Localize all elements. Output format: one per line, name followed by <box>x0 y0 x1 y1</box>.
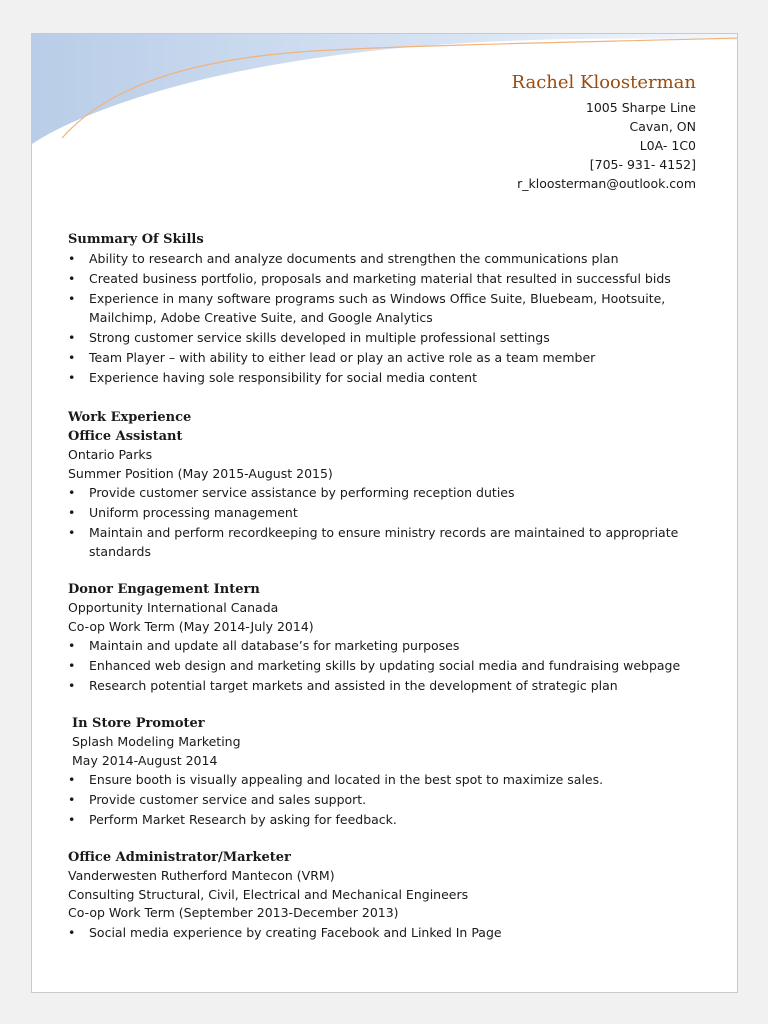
resume-body <box>68 230 708 943</box>
job-organization: Vanderwesten Rutherford Mantecon (VRM) <box>68 868 335 883</box>
list-item: • Ensure booth is visually appealing and located in the best spot to maximize sales. <box>68 770 708 789</box>
list-item: • Created business portfolio, proposals and marketing material that resulted in successful bids <box>68 269 708 288</box>
address-line-1: 1005 Sharpe Line <box>585 100 696 115</box>
list-item: • Ability to research and analyze documents and strengthen the communications plan <box>68 249 708 268</box>
list-item: • Research potential target markets and assisted in the development of strategic plan <box>68 676 708 695</box>
job-period: Co-op Work Term (September 2013-December 2013) <box>68 905 399 920</box>
summary-heading: Summary Of Skills <box>68 232 204 247</box>
job-duties-list <box>68 483 708 561</box>
job-title: In Store Promoter <box>72 716 205 731</box>
list-item: • Social media experience by creating Facebook and Linked In Page <box>68 923 708 942</box>
address-line-2: Cavan, ON <box>629 119 696 134</box>
list-item-line: Maintain and perform recordkeeping to ensure ministry records are maintained to appropriate <box>89 525 679 540</box>
email-address: r_kloosterman@outlook.com <box>517 176 696 191</box>
job-period: May 2014-August 2014 <box>72 752 218 768</box>
work-heading: Work Experience <box>68 410 192 425</box>
summary-list <box>68 249 708 387</box>
list-item: • Provide customer service and sales support. <box>68 790 708 809</box>
job-duties-list <box>68 636 708 695</box>
job-period: Summer Position (May 2015-August 2015) <box>68 465 333 481</box>
list-item: • Strong customer service skills developed in multiple professional settings <box>68 328 708 347</box>
resume-page <box>31 33 738 993</box>
list-item: • Enhanced web design and marketing skills by updating social media and fundraising webpage <box>68 656 708 675</box>
list-item: • Perform Market Research by asking for feedback. <box>68 810 708 829</box>
list-item-line: Experience in many software programs such as Windows Office Suite, Bluebeam, Hootsuite, <box>89 291 666 306</box>
job-organization: Ontario Parks <box>68 447 153 462</box>
list-item <box>68 523 708 561</box>
job-title: Donor Engagement Intern <box>68 582 260 597</box>
list-item: • Maintain and update all database’s for marketing purposes <box>68 636 708 655</box>
candidate-name: Rachel Kloosterman <box>511 72 696 93</box>
list-item: • Experience having sole responsibility for social media content <box>68 368 708 387</box>
list-item-line: Mailchimp, Adobe Creative Suite, and Google Analytics <box>89 310 433 325</box>
phone-number: [705- 931- 4152] <box>589 157 696 172</box>
list-item: • Uniform processing management <box>68 503 708 522</box>
job-duties-list <box>68 923 708 942</box>
job-organization-description: Consulting Structural, Civil, Electrical and Mechanical Engineers <box>68 886 469 902</box>
contact-block <box>512 70 697 193</box>
list-item-line: standards <box>89 544 151 559</box>
job-title: Office Administrator/Marketer <box>68 850 291 865</box>
list-item <box>68 289 708 327</box>
job-organization: Splash Modeling Marketing <box>72 734 241 749</box>
job-organization: Opportunity International Canada <box>68 600 279 615</box>
list-item: • Provide customer service assistance by performing reception duties <box>68 483 708 502</box>
job-duties-list <box>68 770 708 829</box>
job-title: Office Assistant <box>68 429 183 444</box>
postal-code: L0A- 1C0 <box>639 138 696 153</box>
list-item: • Team Player – with ability to either lead or play an active role as a team member <box>68 348 708 367</box>
job-period: Co-op Work Term (May 2014-July 2014) <box>68 618 314 634</box>
